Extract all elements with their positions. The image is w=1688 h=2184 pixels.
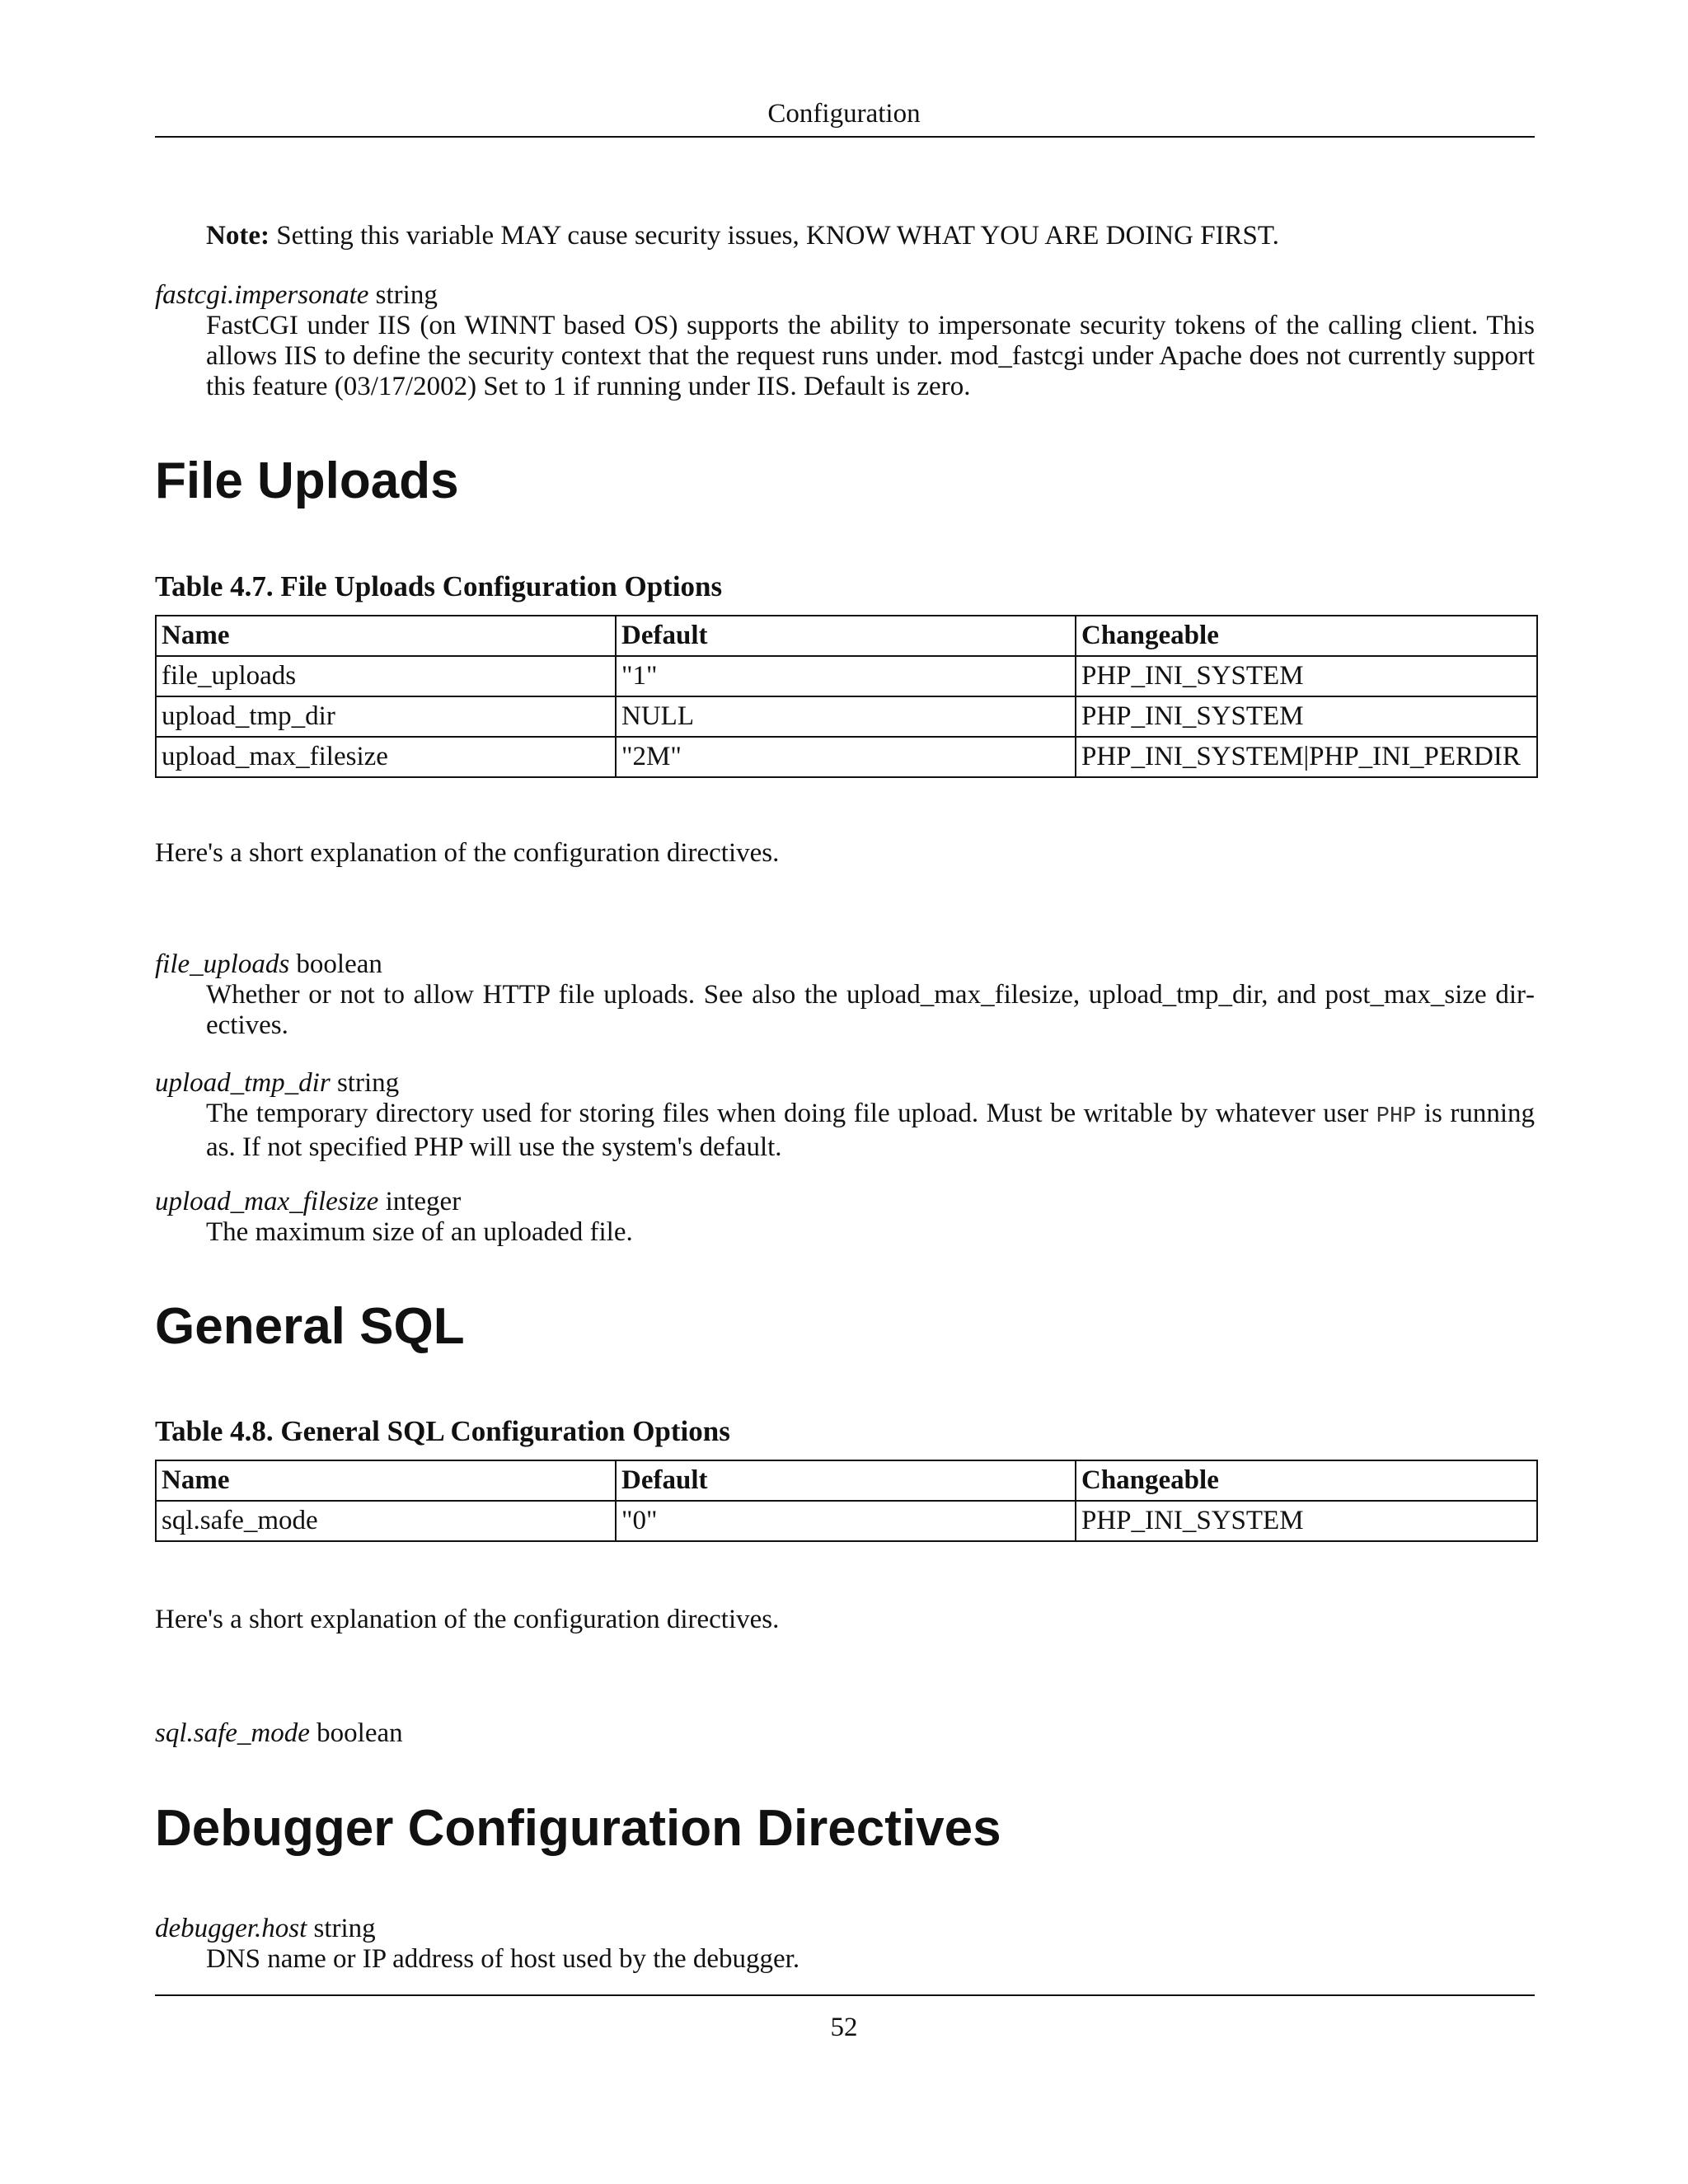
note-text: Setting this variable MAY cause security issues, KNOW WHAT YOU ARE DOING FIRST. xyxy=(269,221,1279,251)
directive-name: upload_tmp_dir xyxy=(155,1068,331,1098)
directive-type: string xyxy=(330,1068,400,1098)
section-heading-general-sql: General SQL xyxy=(155,1298,465,1355)
directive-description-debugger-host: DNS name or IP address of host used by the debugger. xyxy=(206,1944,800,1974)
description-text: The temporary directory used for storing files when doing file upload. Must be writable by whatever user xyxy=(206,1099,1376,1128)
table-row xyxy=(156,1501,1537,1541)
directive-term-debugger-host xyxy=(155,1914,1535,1944)
column-header-changeable: Changeable xyxy=(1076,1460,1537,1501)
directive-term-upload-tmp-dir xyxy=(155,1068,1535,1099)
cell-default: NULL xyxy=(616,696,1076,737)
table-title-general-sql: Table 4.8. General SQL Configuration Options xyxy=(155,1415,730,1447)
general-sql-config-table xyxy=(155,1460,1538,1542)
cell-changeable: PHP_INI_SYSTEM xyxy=(1076,656,1537,696)
directive-name: fastcgi.impersonate xyxy=(155,280,369,310)
table-row xyxy=(156,656,1537,696)
header-rule xyxy=(155,136,1535,138)
table-header-row xyxy=(156,1460,1537,1501)
directive-type: string xyxy=(307,1914,376,1943)
table-header-row xyxy=(156,616,1537,656)
directive-description-upload-tmp-dir xyxy=(206,1099,1535,1163)
explanation-text-file-uploads: Here's a short explanation of the configuration directives. xyxy=(155,838,780,868)
column-header-default: Default xyxy=(616,616,1076,656)
cell-changeable: PHP_INI_SYSTEM xyxy=(1076,1501,1537,1541)
cell-name: upload_max_filesize xyxy=(156,737,616,777)
table-row xyxy=(156,737,1537,777)
directive-type: string xyxy=(368,280,438,310)
page-number: 52 xyxy=(830,2013,858,2042)
column-header-changeable: Changeable xyxy=(1076,616,1537,656)
file-uploads-config-table xyxy=(155,615,1538,778)
footer-rule xyxy=(155,1994,1535,1996)
note-paragraph xyxy=(206,221,1535,251)
directive-term-fastcgi-impersonate xyxy=(155,280,1535,311)
cell-name: upload_tmp_dir xyxy=(156,696,616,737)
note-label: Note: xyxy=(206,221,270,251)
directive-term-sql-safe-mode xyxy=(155,1718,1535,1749)
description-text: is running as. If not specified PHP will use the system's default. xyxy=(206,1099,1535,1162)
inline-code: PHP xyxy=(1376,1104,1417,1129)
directive-type: integer xyxy=(378,1187,462,1216)
cell-default: "1" xyxy=(616,656,1076,696)
directive-name: debugger.host xyxy=(155,1914,307,1943)
directive-name: upload_max_filesize xyxy=(155,1187,379,1216)
explanation-text-general-sql: Here's a short explanation of the configuration directives. xyxy=(155,1605,780,1634)
directive-description-upload-max-filesize: The maximum size of an uploaded file. xyxy=(206,1217,633,1247)
cell-default: "2M" xyxy=(616,737,1076,777)
directive-term-upload-max-filesize xyxy=(155,1187,1535,1217)
directive-description-fastcgi-impersonate: FastCGI under IIS (on WINNT based OS) supports the ability to impersonate security tokens of the calling client. This allows IIS to define the security context that the request runs under. mod_fastcgi under Apache does not currently support this feature (03/17/2002) Set to 1 if running under IIS. Default is zero. xyxy=(206,311,1535,401)
running-header-title: Configuration xyxy=(767,99,921,129)
column-header-default: Default xyxy=(616,1460,1076,1501)
cell-changeable: PHP_INI_SYSTEM xyxy=(1076,696,1537,737)
directive-name: sql.safe_mode xyxy=(155,1718,310,1748)
column-header-name: Name xyxy=(156,616,616,656)
directive-description-file-uploads: Whether or not to allow HTTP file uploads. See also the upload_max_filesize, upload_tmp_dir, and post_max_size directives. xyxy=(206,980,1535,1040)
cell-name: file_uploads xyxy=(156,656,616,696)
directive-term-file-uploads xyxy=(155,949,1535,980)
section-heading-file-uploads: File Uploads xyxy=(155,452,459,509)
cell-changeable: PHP_INI_SYSTEM|PHP_INI_PERDIR xyxy=(1076,737,1537,777)
directive-type: boolean xyxy=(289,949,382,979)
cell-default: "0" xyxy=(616,1501,1076,1541)
section-heading-debugger: Debugger Configuration Directives xyxy=(155,1800,1001,1857)
table-row xyxy=(156,696,1537,737)
directive-name: file_uploads xyxy=(155,949,290,979)
table-title-file-uploads: Table 4.7. File Uploads Configuration Options xyxy=(155,570,723,602)
directive-type: boolean xyxy=(309,1718,403,1748)
cell-name: sql.safe_mode xyxy=(156,1501,616,1541)
column-header-name: Name xyxy=(156,1460,616,1501)
